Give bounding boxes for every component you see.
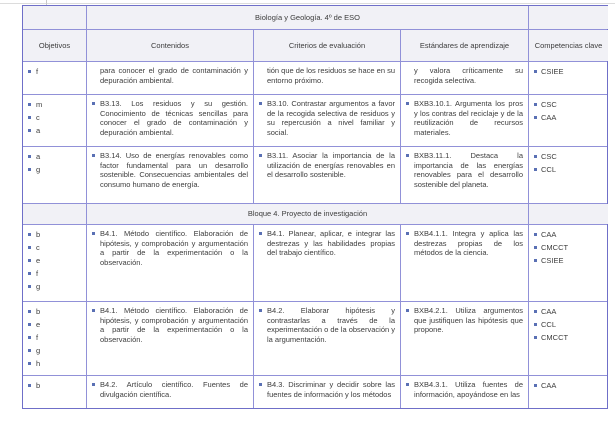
bullet-icon <box>92 309 95 312</box>
objetivo-letter: g <box>36 346 41 355</box>
table-title: Biología y Geología. 4º de ESO <box>87 6 529 29</box>
objetivo-letter: f <box>36 333 39 342</box>
bullet-icon <box>28 384 31 387</box>
bullet-icon <box>92 102 95 105</box>
column-header-criterios: Criterios de evaluación <box>254 30 401 61</box>
bullet-icon <box>28 103 31 106</box>
bullet-icon <box>92 154 95 157</box>
bullet-icon <box>534 323 537 326</box>
cell-criterios <box>254 225 401 301</box>
title-row-right-spacer <box>529 6 608 29</box>
bullet-icon <box>28 336 31 339</box>
bullet-icon <box>259 102 262 105</box>
competencia-label: CAA <box>541 381 557 390</box>
objetivo-letter: g <box>36 165 41 174</box>
bullet-icon <box>28 233 31 236</box>
competencia-label: CCL <box>541 165 557 174</box>
table-row <box>23 147 607 204</box>
competencia-label: CMCCT <box>541 243 569 252</box>
competencia-label: CSIEE <box>541 256 564 265</box>
bullet-icon <box>406 309 409 312</box>
cell-competencias <box>529 225 608 301</box>
objetivo-letter: f <box>36 67 39 76</box>
bullet-icon <box>92 232 95 235</box>
table-row <box>23 95 607 147</box>
criterios-text: tión que de los residuos se hace en su entorno próximo. <box>267 66 396 85</box>
bullet-icon <box>28 116 31 119</box>
bullet-icon <box>28 129 31 132</box>
bullet-icon <box>28 272 31 275</box>
objetivo-letter: e <box>36 256 41 265</box>
cell-contenidos <box>87 95 254 146</box>
objetivo-letter: m <box>36 100 43 109</box>
bullet-icon <box>406 154 409 157</box>
bullet-icon <box>28 323 31 326</box>
cell-estandares <box>401 225 529 301</box>
objetivo-letter: f <box>36 269 39 278</box>
bullet-icon <box>406 232 409 235</box>
contenidos-text: B3.13. Los residuos y su gestión. Conocimiento de técnicas sencillas para conocer el grado de contaminación y depuración ambiental. <box>100 99 248 137</box>
cell-estandares <box>401 147 529 203</box>
section-row-left-spacer <box>23 204 87 224</box>
contenidos-text: B4.2. Artículo científico. Fuentes de divulgación científica. <box>100 380 248 399</box>
bullet-icon <box>28 168 31 171</box>
objetivo-letter: a <box>36 126 41 135</box>
cell-estandares <box>401 62 529 94</box>
cell-contenidos <box>87 376 254 408</box>
bullet-icon <box>406 102 409 105</box>
cell-competencias <box>529 147 608 203</box>
bullet-icon <box>534 116 537 119</box>
cell-contenidos <box>87 147 254 203</box>
objetivo-letter: b <box>36 230 41 239</box>
column-header-competencias: Competencias clave <box>529 30 608 61</box>
curriculum-table <box>22 5 608 409</box>
objetivo-letter: e <box>36 320 41 329</box>
cell-criterios <box>254 376 401 408</box>
bullet-icon <box>406 383 409 386</box>
bullet-icon <box>92 383 95 386</box>
bullet-icon <box>28 285 31 288</box>
estandares-text: BXB4.2.1. Utiliza argumentos que justifiquen las hipótesis que propone. <box>414 306 523 334</box>
criterios-text: B4.2. Elaborar hipótesis y contrastarlas a través de la experimentación o de la observación y la argumentación. <box>267 306 395 344</box>
competencia-label: CAA <box>541 307 557 316</box>
competencia-label: CSC <box>541 100 557 109</box>
criterios-text: B3.10. Contrastar argumentos a favor de la recogida selectiva de residuos y su repercusión a nivel familiar y social. <box>267 99 395 137</box>
cell-criterios <box>254 95 401 146</box>
column-header-estandares: Estándares de aprendizaje <box>401 30 529 61</box>
cell-objetivos <box>23 225 87 301</box>
cell-criterios <box>254 62 401 94</box>
section-header-row <box>23 204 607 225</box>
table-row <box>23 62 607 95</box>
competencia-label: CMCCT <box>541 333 569 342</box>
table-row <box>23 302 607 376</box>
competencia-label: CSC <box>541 152 557 161</box>
objetivo-letter: h <box>36 359 41 368</box>
table-title-row <box>23 6 607 30</box>
bullet-icon <box>534 70 537 73</box>
bullet-icon <box>534 384 537 387</box>
contenidos-text: para conocer el grado de contaminación y depuración ambiental. <box>100 66 248 85</box>
criterios-text: B3.11. Asociar la importancia de la utilización de energías renovables en el desarrollo sostenible. <box>267 151 395 179</box>
bullet-icon <box>259 154 262 157</box>
bullet-icon <box>534 246 537 249</box>
contenidos-text: B3.14. Uso de energías renovables como factor fundamental para un desarrollo sostenible. Consecuencias ambientales del consumo humano de energía. <box>100 151 248 189</box>
objetivo-letter: c <box>36 113 40 122</box>
cell-competencias <box>529 95 608 146</box>
column-header-objetivos: Objetivos <box>23 30 87 61</box>
objetivo-letter: b <box>36 307 41 316</box>
bullet-icon <box>28 259 31 262</box>
cell-contenidos <box>87 225 254 301</box>
section-title: Bloque 4. Proyecto de investigación <box>87 204 529 224</box>
cell-objetivos <box>23 62 87 94</box>
objetivo-letter: g <box>36 282 41 291</box>
bullet-icon <box>28 246 31 249</box>
cell-competencias <box>529 62 608 94</box>
bullet-icon <box>259 232 262 235</box>
cell-competencias <box>529 302 608 375</box>
objetivo-letter: b <box>36 381 41 390</box>
cell-estandares <box>401 376 529 408</box>
estandares-text: y valora críticamente su recogida selectiva. <box>414 66 523 85</box>
estandares-text: BXB4.1.1. Integra y aplica las destrezas propias de los métodos de la ciencia. <box>414 229 523 257</box>
table-header-row <box>23 30 607 62</box>
contenidos-text: B4.1. Método científico. Elaboración de hipótesis, y comprobación y argumentación a partir de la experimentación o la observación. <box>100 306 248 344</box>
cell-estandares <box>401 95 529 146</box>
contenidos-text: B4.1. Método científico. Elaboración de hipótesis, y comprobación y argumentación a partir de la experimentación o la observación. <box>100 229 248 267</box>
bullet-icon <box>534 259 537 262</box>
bullet-icon <box>534 310 537 313</box>
bullet-icon <box>28 155 31 158</box>
cell-objetivos <box>23 147 87 203</box>
bullet-icon <box>259 383 262 386</box>
cell-criterios <box>254 302 401 375</box>
criterios-text: B4.3. Discriminar y decidir sobre las fuentes de información y los métodos <box>267 380 395 399</box>
cell-contenidos <box>87 62 254 94</box>
objetivo-letter: a <box>36 152 41 161</box>
competencia-label: CAA <box>541 230 557 239</box>
bullet-icon <box>534 168 537 171</box>
competencia-label: CSIEE <box>541 67 564 76</box>
cell-objetivos <box>23 376 87 408</box>
cell-competencias <box>529 376 608 408</box>
bullet-icon <box>534 103 537 106</box>
bullet-icon <box>534 336 537 339</box>
competencia-label: CAA <box>541 113 557 122</box>
bullet-icon <box>28 362 31 365</box>
bullet-icon <box>28 310 31 313</box>
estandares-text: BXB4.3.1. Utiliza fuentes de información, apoyándose en las <box>414 380 523 399</box>
cell-estandares <box>401 302 529 375</box>
bullet-icon <box>28 70 31 73</box>
estandares-text: BXB3.10.1. Argumenta los pros y los contras del reciclaje y de la reutilización de recursos materiales. <box>414 99 523 137</box>
estandares-text: BXB3.11.1. Destaca la importancia de las energías renovables para el desarrollo sostenible del planeta. <box>414 151 523 189</box>
column-header-contenidos: Contenidos <box>87 30 254 61</box>
objetivo-letter: c <box>36 243 40 252</box>
bullet-icon <box>534 155 537 158</box>
cell-criterios <box>254 147 401 203</box>
table-row <box>23 225 607 302</box>
title-row-left-spacer <box>23 6 87 29</box>
bullet-icon <box>28 349 31 352</box>
cell-contenidos <box>87 302 254 375</box>
table-row <box>23 376 607 408</box>
page-edge-line <box>0 3 615 4</box>
bullet-icon <box>259 309 262 312</box>
criterios-text: B4.1. Planear, aplicar, e integrar las destrezas y las habilidades propias del trabajo científico. <box>267 229 395 257</box>
cell-objetivos <box>23 302 87 375</box>
competencia-label: CCL <box>541 320 557 329</box>
bullet-icon <box>534 233 537 236</box>
cell-objetivos <box>23 95 87 146</box>
section-row-right-spacer <box>529 204 608 224</box>
